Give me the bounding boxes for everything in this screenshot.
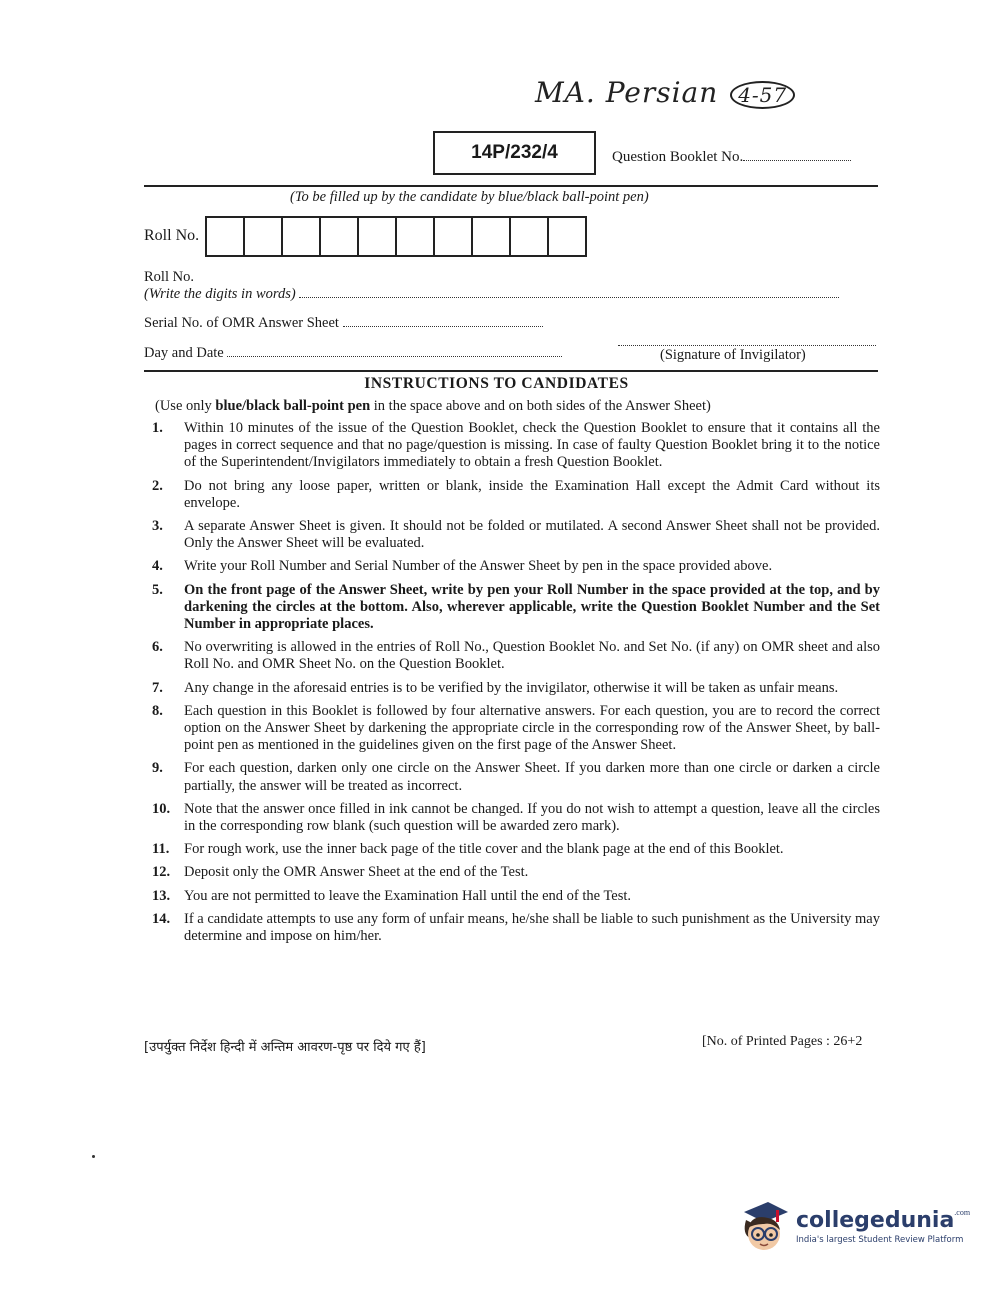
instruction-item bbox=[144, 420, 880, 472]
roll-digit-box[interactable] bbox=[511, 218, 549, 255]
item-text: No overwriting is allowed in the entries of Roll No., Question Booklet No. and Set No. (if any) on OMR sheet and also Roll No. and OMR Sheet No. on the Question Booklet. bbox=[184, 639, 880, 673]
question-booklet-number bbox=[612, 149, 851, 166]
roll-digit-box[interactable] bbox=[283, 218, 321, 255]
logo-suffix: .com bbox=[954, 1207, 971, 1217]
logo-name: collegedunia bbox=[796, 1207, 955, 1233]
roll-words-field bbox=[144, 286, 839, 303]
instruction-item bbox=[144, 478, 880, 512]
serial-field bbox=[144, 315, 543, 332]
instruction-item bbox=[144, 680, 880, 697]
roll-words-label: Roll No. bbox=[144, 269, 194, 285]
roll-digit-box[interactable] bbox=[397, 218, 435, 255]
printed-pages: [No. of Printed Pages : 26+2 bbox=[702, 1034, 863, 1049]
item-number: 3. bbox=[152, 518, 163, 535]
item-number: 12. bbox=[152, 864, 171, 881]
item-text: A separate Answer Sheet is given. It should not be folded or mutilated. A second Answer Sheet shall not be provided. Only the Answer Sheet will be evaluated. bbox=[184, 518, 880, 552]
item-number: 8. bbox=[152, 702, 163, 719]
item-text: You are not permitted to leave the Examination Hall until the end of the Test. bbox=[184, 887, 632, 904]
item-number: 2. bbox=[152, 477, 163, 494]
item-text: For each question, darken only one circle on the Answer Sheet. If you darken more than one circle or darken a circle partially, the answer will be treated as incorrect. bbox=[184, 760, 880, 794]
item-number: 5. bbox=[152, 581, 163, 598]
item-number: 6. bbox=[152, 639, 163, 656]
hindi-note: [उपर्युक्त निर्देश हिन्दी में अन्तिम आवरण-पृष्ठ पर दिये गए हैं] bbox=[144, 1040, 426, 1055]
item-text: If a candidate attempts to use any form of unfair means, he/she shall be liable to such punishment as the University may determine and impose on him/her. bbox=[184, 910, 880, 945]
instructions-title: INSTRUCTIONS TO CANDIDATES bbox=[364, 375, 629, 392]
instruction-item bbox=[144, 518, 880, 552]
roll-digit-box[interactable] bbox=[435, 218, 473, 255]
note-bold: blue/black ball-point pen bbox=[215, 398, 371, 414]
date-field bbox=[144, 345, 562, 362]
instruction-item bbox=[144, 888, 880, 905]
collegedunia-logo[interactable] bbox=[738, 1198, 970, 1254]
item-number: 11. bbox=[152, 841, 170, 858]
instruction-item bbox=[144, 703, 880, 755]
fields-rule bbox=[144, 370, 878, 372]
date-blank[interactable] bbox=[227, 346, 562, 357]
roll-number-boxes[interactable] bbox=[205, 216, 587, 257]
instruction-item bbox=[144, 558, 880, 575]
roll-digit-box[interactable] bbox=[321, 218, 359, 255]
roll-words-blank[interactable] bbox=[299, 287, 839, 298]
logo-tagline: India's largest Student Review Platform bbox=[796, 1234, 964, 1245]
serial-blank[interactable] bbox=[343, 316, 543, 327]
roll-digit-box[interactable] bbox=[207, 218, 245, 255]
logo-text bbox=[796, 1208, 970, 1245]
handwritten-note bbox=[535, 76, 795, 109]
signature-line[interactable] bbox=[618, 335, 876, 346]
mascot-icon bbox=[738, 1198, 790, 1254]
serial-label: Serial No. of OMR Answer Sheet bbox=[144, 315, 339, 331]
roll-digit-box[interactable] bbox=[473, 218, 511, 255]
date-label: Day and Date bbox=[144, 345, 224, 361]
fill-note: (To be filled up by the candidate by blue/black ball-point pen) bbox=[290, 189, 649, 205]
item-text: Each question in this Booklet is followed by four alternative answers. For each question, you are to record the correct option on the Answer Sheet by darkening the appropriate circle in the corresponding row of the Answer Sheet, by ball-point pen as mentioned in the guidelines given on the first page of the Answer Sheet. bbox=[184, 702, 880, 754]
roll-digit-box[interactable] bbox=[245, 218, 283, 255]
roll-words-sub: (Write the digits in words) bbox=[144, 286, 296, 302]
roll-digit-box[interactable] bbox=[359, 218, 397, 255]
item-text: Note that the answer once filled in ink cannot be changed. If you do not wish to attempt a question, leave all the circles in the corresponding row blank (such question will be awarded zero mark). bbox=[184, 800, 880, 835]
instruction-item bbox=[144, 801, 880, 835]
item-text: Any change in the aforesaid entries is to be verified by the invigilator, otherwise it will be taken as unfair means. bbox=[184, 679, 839, 696]
handwritten-circled-code: 4-57 bbox=[730, 81, 795, 109]
signature-label: (Signature of Invigilator) bbox=[660, 347, 806, 363]
instruction-item bbox=[144, 841, 880, 858]
item-text: For rough work, use the inner back page of the title cover and the blank page at the end of this Booklet. bbox=[184, 841, 784, 858]
item-number: 9. bbox=[152, 760, 163, 777]
instructions-list bbox=[144, 420, 880, 951]
handwritten-text: MA. Persian bbox=[535, 76, 719, 109]
item-number: 4. bbox=[152, 558, 163, 575]
paper-code: 14P/232/4 bbox=[471, 142, 558, 163]
note-prefix: (Use only bbox=[155, 398, 216, 414]
instructions-note bbox=[155, 398, 711, 415]
roll-label: Roll No. bbox=[144, 227, 200, 244]
scan-speck bbox=[92, 1155, 95, 1158]
item-number: 1. bbox=[152, 420, 163, 436]
instruction-item bbox=[144, 582, 880, 634]
booklet-label: Question Booklet No. bbox=[612, 149, 744, 165]
item-text: Do not bring any loose paper, written or blank, inside the Examination Hall except the Admit Card without its envelope. bbox=[184, 477, 880, 511]
item-number: 7. bbox=[152, 679, 163, 696]
note-suffix: in the space above and on both sides of the Answer Sheet) bbox=[370, 398, 711, 414]
item-number: 10. bbox=[152, 800, 171, 817]
booklet-number-blank[interactable] bbox=[743, 150, 851, 161]
roll-digit-box[interactable] bbox=[549, 218, 587, 255]
instruction-item bbox=[144, 639, 880, 673]
instruction-item bbox=[144, 864, 880, 881]
item-text: Deposit only the OMR Answer Sheet at the end of the Test. bbox=[184, 864, 529, 881]
instruction-item bbox=[144, 760, 880, 794]
item-text: On the front page of the Answer Sheet, write by pen your Roll Number in the space provided at the top, and by darkening the circles at the bottom. Also, wherever applicable, write the Question Booklet Number and the Set Number in appropriate places. bbox=[184, 581, 880, 633]
item-number: 13. bbox=[152, 887, 171, 904]
paper-code-box bbox=[433, 131, 596, 175]
header-rule bbox=[144, 185, 878, 187]
instruction-item bbox=[144, 911, 880, 945]
item-text: Within 10 minutes of the issue of the Question Booklet, check the Question Booklet to ensure that it contains all the pages in correct sequence and that no page/question is missing. In case of faulty Question Booklet bring it to the notice of the Superintendent/Invigilators immediately to obtain a fresh Question Booklet. bbox=[184, 420, 880, 471]
item-number: 14. bbox=[152, 910, 171, 927]
item-text: Write your Roll Number and Serial Number of the Answer Sheet by pen in the space provided above. bbox=[184, 558, 773, 575]
